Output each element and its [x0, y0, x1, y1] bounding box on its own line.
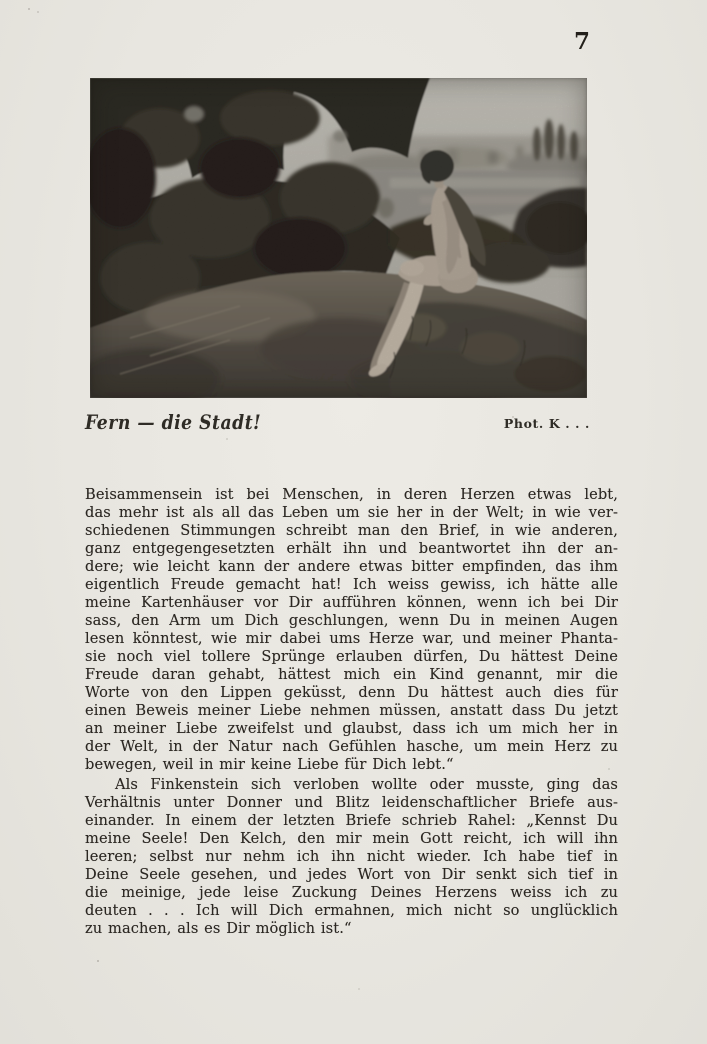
- text-line: zu machen, als es Dir möglich ist.“: [85, 920, 352, 937]
- photo-caption: Fern — die Stadt!: [85, 410, 262, 434]
- text-line: meine Seele! Den Kelch, den mir mein Gott reicht, ich will ihn: [85, 830, 618, 847]
- text-line: Als Finkenstein sich verloben wollte oder musste, ging das: [115, 776, 618, 793]
- text-line: Worte von den Lippen geküsst, denn Du hättest auch dies für: [85, 684, 618, 701]
- text-line: eigentlich Freude gemacht hat! Ich weiss gewiss, ich hätte alle: [85, 576, 618, 593]
- text-line: deuten . . . Ich will Dich ermahnen, mich nicht so unglücklich: [85, 902, 618, 919]
- text-line: das mehr ist als all das Leben um sie her in der Welt; in wie ver-: [85, 504, 618, 521]
- text-line: bewegen, weil in mir keine Liebe für Dich lebt.“: [85, 756, 454, 773]
- paragraph-2: [85, 776, 618, 938]
- text-line: dere; wie leicht kann der andere etwas bitter empfinden, das ihm: [85, 558, 618, 575]
- text-line: Deine Seele gesehen, und jedes Wort von Dir senkt sich tief in: [85, 866, 618, 883]
- text-line: leeren; selbst nur nehm ich ihn nicht wieder. Ich habe tief in: [85, 848, 618, 865]
- paragraph-1: [85, 486, 618, 774]
- text-line: einen Beweis meiner Liebe nehmen müssen, anstatt dass Du jetzt: [85, 702, 618, 719]
- text-line: Verhältnis unter Donner und Blitz leidenschaftlicher Briefe aus-: [85, 794, 618, 811]
- photo-credit: Phot. K . . .: [503, 416, 590, 431]
- text-line: Beisammensein ist bei Menschen, in deren Herzen etwas lebt,: [85, 486, 618, 503]
- page-number: 7: [574, 28, 591, 55]
- text-line: meine Kartenhäuser vor Dir aufführen können, wenn ich bei Dir: [85, 594, 618, 611]
- text-line: Freude daran gehabt, hättest mich ein Kind genannt, mir die: [85, 666, 618, 683]
- text-line: lesen könntest, wie mir dabei ums Herze war, und meiner Phanta-: [85, 630, 618, 647]
- paper-specks: [28, 8, 30, 10]
- caption-row: [85, 410, 618, 444]
- text-line: einander. In einem der letzten Briefe schrieb Rahel: „Kennst Du: [85, 812, 618, 829]
- text-line: sass, den Arm um Dich geschlungen, wenn Du in meinen Augen: [85, 612, 618, 629]
- text-line: die meinige, jede leise Zuckung Deines Herzens weiss ich zu: [85, 884, 618, 901]
- text-line: ganz entgegengesetzten erhält ihn und beantwortet ihn der an-: [85, 540, 618, 557]
- text-line: an meiner Liebe zweifelst und glaubst, dass ich um mich her in: [85, 720, 618, 737]
- text-line: der Welt, in der Natur nach Gefühlen hasche, um mein Herz zu: [85, 738, 618, 755]
- photograph: [90, 78, 587, 398]
- text-line: schiedenen Stimmungen schreibt man den Brief, in wie anderen,: [85, 522, 618, 539]
- text-line: sie noch viel tollere Sprünge erlauben dürfen, Du hättest Deine: [85, 648, 618, 665]
- photo-illustration: [90, 78, 587, 398]
- body-text: [85, 486, 618, 938]
